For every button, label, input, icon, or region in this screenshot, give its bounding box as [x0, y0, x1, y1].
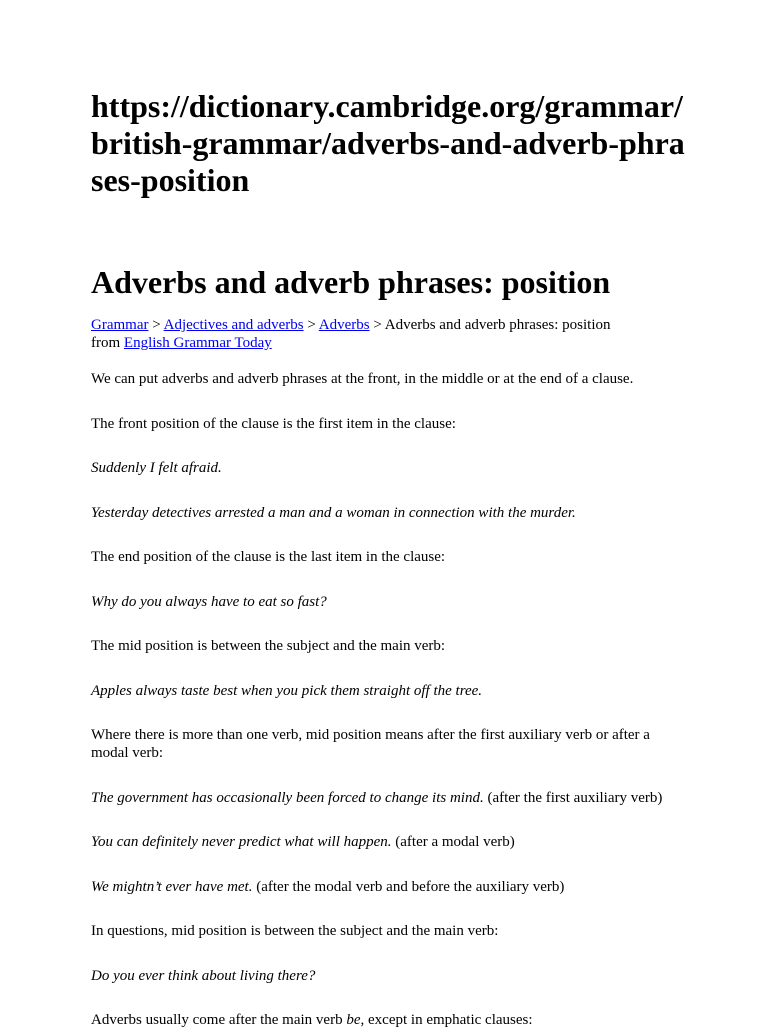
example-note: (after a modal verb): [395, 834, 515, 850]
example-sentence: Yesterday detectives arrested a man and a woman in connection with the murder.: [91, 505, 576, 521]
end-position-description: The end position of the clause is the last item in the clause:: [91, 549, 446, 565]
example-note: (after the first auxiliary verb): [487, 790, 663, 806]
example-sentence: The government has occasionally been forced to change its mind.: [91, 790, 484, 806]
page-title: Adverbs and adverb phrases: position: [91, 264, 611, 300]
intro-paragraph: We can put adverbs and adverb phrases at the front, in the middle or at the end of a clause.: [91, 371, 634, 387]
example-note: (after the modal verb and before the auxiliary verb): [256, 879, 565, 895]
source-link[interactable]: English Grammar Today: [123, 335, 272, 351]
source-from-label: from: [91, 335, 121, 351]
questions-description: In questions, mid position is between the subject and the main verb:: [91, 923, 499, 939]
example-sentence: Why do you always have to eat so fast?: [91, 594, 327, 610]
example-sentence: You can definitely never predict what will happen.: [91, 834, 392, 850]
breadcrumb-link-adverbs[interactable]: Adverbs: [318, 317, 370, 333]
example-line: [91, 878, 564, 896]
be-desc-text: Adverbs usually come after the main verb: [91, 1012, 347, 1028]
example-sentence: Do you ever think about living there?: [91, 968, 316, 984]
breadcrumb-link-adjectives-and-adverbs[interactable]: Adjectives and adverbs: [163, 317, 304, 333]
breadcrumb-link-grammar[interactable]: Grammar: [91, 317, 149, 333]
example-sentence: We mightn’t ever have met.: [91, 879, 253, 895]
be-verb-description: [91, 1011, 533, 1029]
breadcrumb: [91, 316, 611, 352]
be-desc-text: , except in emphatic clauses:: [360, 1012, 533, 1028]
example-sentence: Apples always taste best when you pick them straight off the tree.: [91, 683, 483, 699]
example-line: [91, 789, 662, 807]
breadcrumb-separator: >: [307, 317, 316, 333]
breadcrumb-separator: >: [152, 317, 161, 333]
be-word: be: [346, 1012, 361, 1028]
breadcrumb-separator: >: [373, 317, 382, 333]
front-position-description: The front position of the clause is the first item in the clause:: [91, 416, 456, 432]
url-heading: https://dictionary.cambridge.org/grammar/british-grammar/adverbs-and-adverb-phrases-position: [91, 88, 685, 198]
auxiliary-description: Where there is more than one verb, mid position means after the first auxiliary verb or after a modal verb:: [91, 727, 650, 761]
example-line: [91, 833, 515, 851]
breadcrumb-current: Adverbs and adverb phrases: position: [384, 317, 611, 333]
mid-position-description: The mid position is between the subject and the main verb:: [91, 638, 446, 654]
example-sentence: Suddenly I felt afraid.: [91, 460, 222, 476]
